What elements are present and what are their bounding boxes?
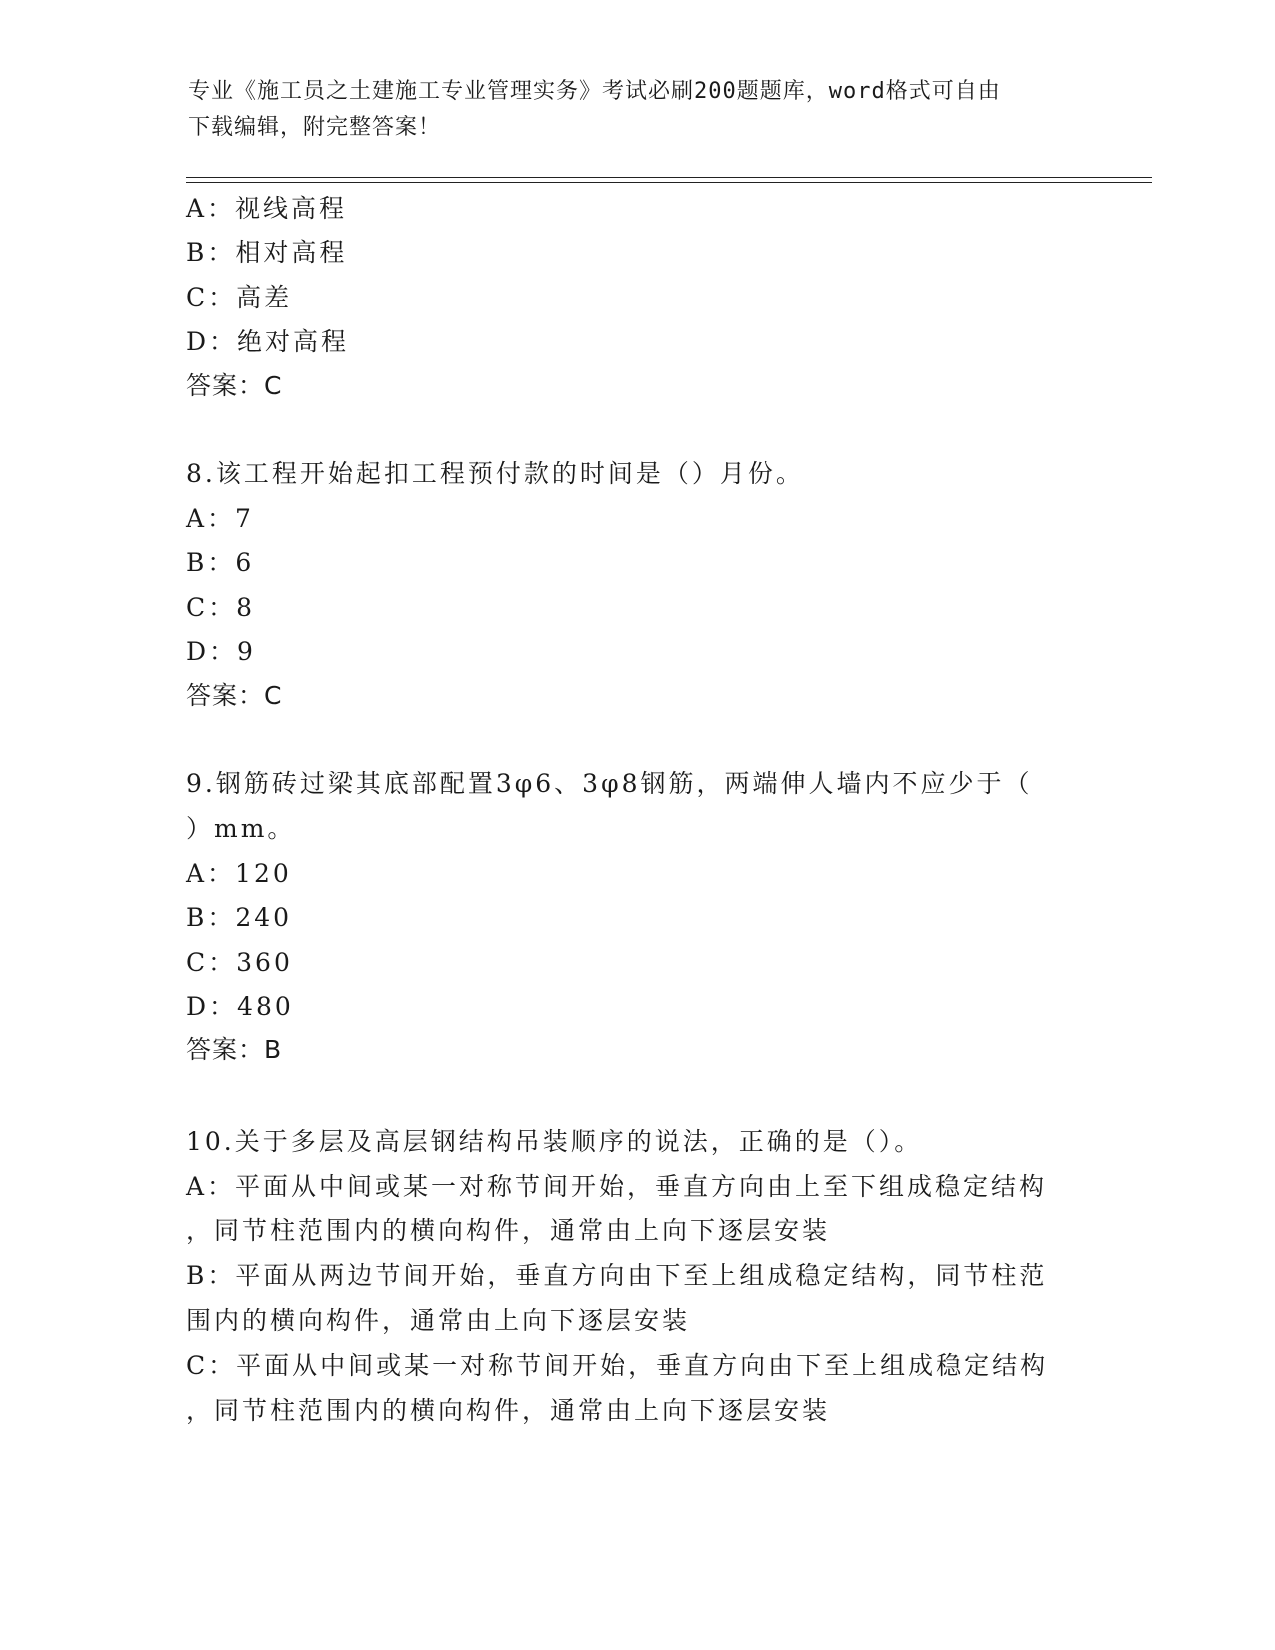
q9-option-b: B：240 — [186, 903, 293, 932]
q9-question-line-2: ）mm。 — [186, 814, 296, 843]
q8-option-c: C：8 — [186, 593, 256, 622]
q10-option-c-line-1: C：平面从中间或某一对称节间开始，垂直方向由下至上组成稳定结构 — [186, 1351, 1049, 1380]
q8-option-b: B：6 — [186, 548, 255, 577]
q9-question-line-1: 9.钢筋砖过梁其底部配置3φ6、3φ8钢筋，两端伸人墙内不应少于（ — [186, 769, 1033, 798]
q7-option-b: B：相对高程 — [186, 238, 348, 267]
header-divider-bottom — [186, 182, 1152, 183]
q9-answer: 答案：B — [186, 1035, 283, 1064]
q10-option-b-line-2: 围内的横向构件，通常由上向下逐层安装 — [186, 1306, 691, 1335]
q7-option-a: A：视线高程 — [186, 194, 348, 223]
q10-option-a-line-2: ，同节柱范围内的横向构件，通常由上向下逐层安装 — [186, 1216, 831, 1245]
q8-option-a: A：7 — [186, 504, 254, 533]
q7-option-c: C：高差 — [186, 283, 293, 312]
header-line-2: 下载编辑，附完整答案！ — [188, 115, 442, 140]
q9-option-c: C：360 — [186, 948, 293, 977]
header-divider-top — [186, 177, 1152, 178]
q10-option-a-line-1: A：平面从中间或某一对称节间开始，垂直方向由上至下组成稳定结构 — [186, 1172, 1048, 1201]
document-header — [188, 74, 1068, 146]
q10-option-b-line-1: B：平面从两边节间开始，垂直方向由下至上组成稳定结构，同节柱范 — [186, 1261, 1048, 1290]
header-line-1: 专业《施工员之土建施工专业管理实务》考试必刷200题题库，word格式可自由 — [188, 79, 1001, 104]
q9-option-d: D：480 — [186, 992, 294, 1021]
q9-option-a: A：120 — [186, 859, 292, 888]
q7-answer: 答案：C — [186, 371, 283, 400]
q8-question: 8.该工程开始起扣工程预付款的时间是（）月份。 — [186, 459, 804, 488]
q10-option-c-line-2: ，同节柱范围内的横向构件，通常由上向下逐层安装 — [186, 1396, 831, 1425]
q10-question: 10.关于多层及高层钢结构吊装顺序的说法，正确的是（）。 — [186, 1127, 923, 1156]
q7-option-d: D：绝对高程 — [186, 327, 350, 356]
q8-option-d: D：9 — [186, 637, 256, 666]
q8-answer: 答案：C — [186, 681, 283, 710]
